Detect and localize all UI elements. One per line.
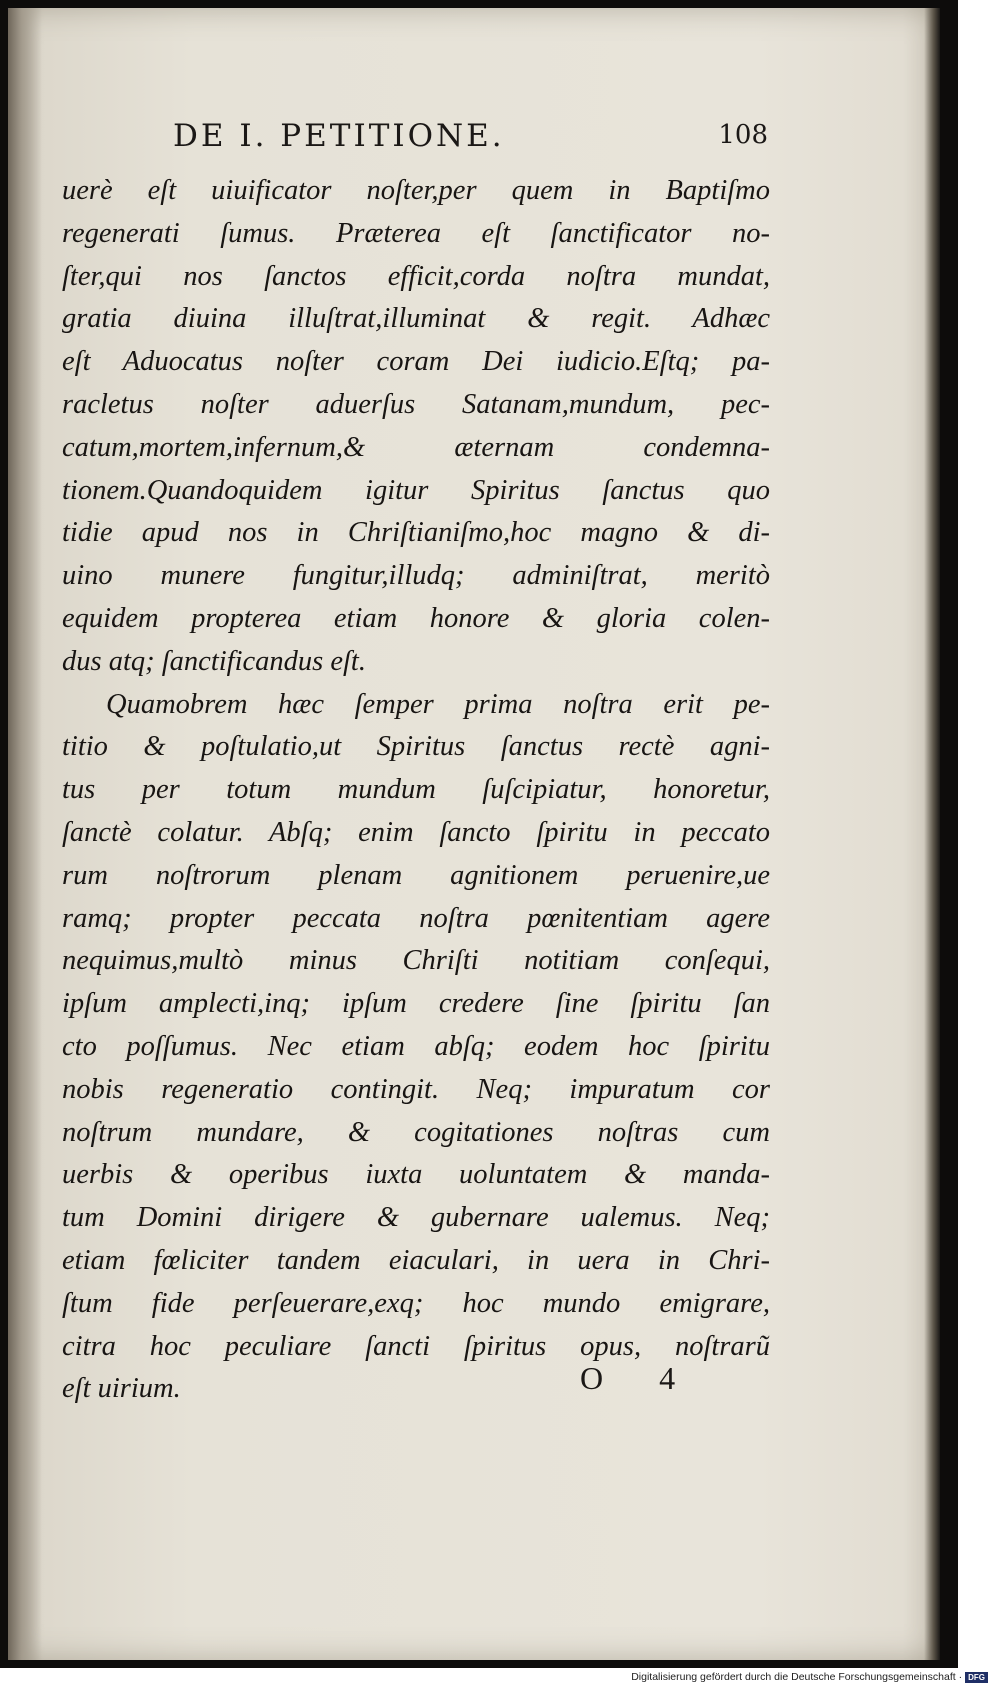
text-line: uerbis & operibus iuxta uoluntatem & manda-	[62, 1159, 770, 1191]
signature-mark: O 4	[580, 1360, 700, 1396]
text-line: eſt uirium.	[62, 1373, 181, 1405]
text-line: ramq; propter peccata noſtra pœnitentiam agere	[62, 902, 770, 934]
text-line: Quamobrem hæc ſemper prima noſtra erit pe-	[106, 688, 770, 720]
text-line: uino munere fungitur,illudq; adminiſtrat, meritò	[62, 560, 770, 592]
text-line: eſt Aduocatus noſter coram Dei iudicio.Eſtq; pa-	[62, 346, 770, 378]
text-line: cto poſſumus. Nec etiam abſq; eodem hoc ſpiritu	[62, 1030, 770, 1062]
text-line: ſtum fide perſeuerare,exq; hoc mundo emigrare,	[62, 1287, 770, 1319]
text-line: uerè eſt uiuificator noſter,per quem in Baptiſmo	[62, 175, 770, 206]
text-line: tidie apud nos in Chriſtianiſmo,hoc magno & di-	[62, 517, 770, 549]
credit-text: Digitalisierung gefördert durch die Deutsche Forschungsgemeinschaft ·	[631, 1671, 963, 1683]
text-line: citra hoc peculiare ſancti ſpiritus opus, noſtrarũ	[62, 1330, 770, 1362]
text-line: racletus noſter aduerſus Satanam,mundum, pec-	[62, 388, 770, 420]
text-line: tum Domini dirigere & gubernare ualemus. Neq;	[62, 1202, 770, 1234]
text-line: ſter,qui nos ſanctos efficit,corda noſtra mundat,	[62, 260, 770, 292]
text-line: gratia diuina illuſtrat,illuminat & regit. Adhæc	[62, 303, 770, 335]
text-line: tus per totum mundum ſuſcipiatur, honoretur,	[62, 774, 770, 806]
text-line: dus atq; ſanctificandus eſt.	[62, 645, 366, 677]
text-line: tionem.Quandoquidem igitur Spiritus ſanctus quo	[62, 474, 770, 506]
text-line: noſtrum mundare, & cogitationes noſtras cum	[62, 1116, 770, 1148]
book-page	[8, 8, 940, 1660]
page-edge	[924, 8, 940, 1660]
text-line: ſanctè colatur. Abſq; enim ſancto ſpiritu in peccato	[62, 816, 770, 848]
text-line: equidem propterea etiam honore & gloria colen-	[62, 602, 770, 634]
text-line: catum,mortem,infernum,& æternam condemna-	[62, 431, 770, 463]
text-line: nequimus,multò minus Chriſti notitiam conſequi,	[62, 945, 770, 977]
text-line: ipſum amplecti,inq; ipſum credere ſine ſpiritu ſan	[62, 988, 770, 1020]
text-line: nobis regeneratio contingit. Neq; impuratum cor	[62, 1073, 770, 1105]
text-line: etiam fœliciter tandem eiaculari, in uera in Chri-	[62, 1244, 770, 1276]
running-head-title: DE I. PETITIONE.	[173, 118, 505, 154]
text-line: titio & poſtulatio,ut Spiritus ſanctus rectè agni-	[62, 731, 770, 763]
running-head	[173, 118, 768, 162]
text-line: rum noſtrorum plenam agnitionem peruenire,ue	[62, 859, 770, 891]
dfg-logo: DFG	[965, 1672, 988, 1683]
page-number: 108	[718, 120, 768, 150]
text-line: regenerati ſumus. Præterea eſt ſanctificator no-	[62, 217, 770, 249]
text-block	[62, 170, 770, 1411]
digitization-credit	[631, 1671, 988, 1683]
